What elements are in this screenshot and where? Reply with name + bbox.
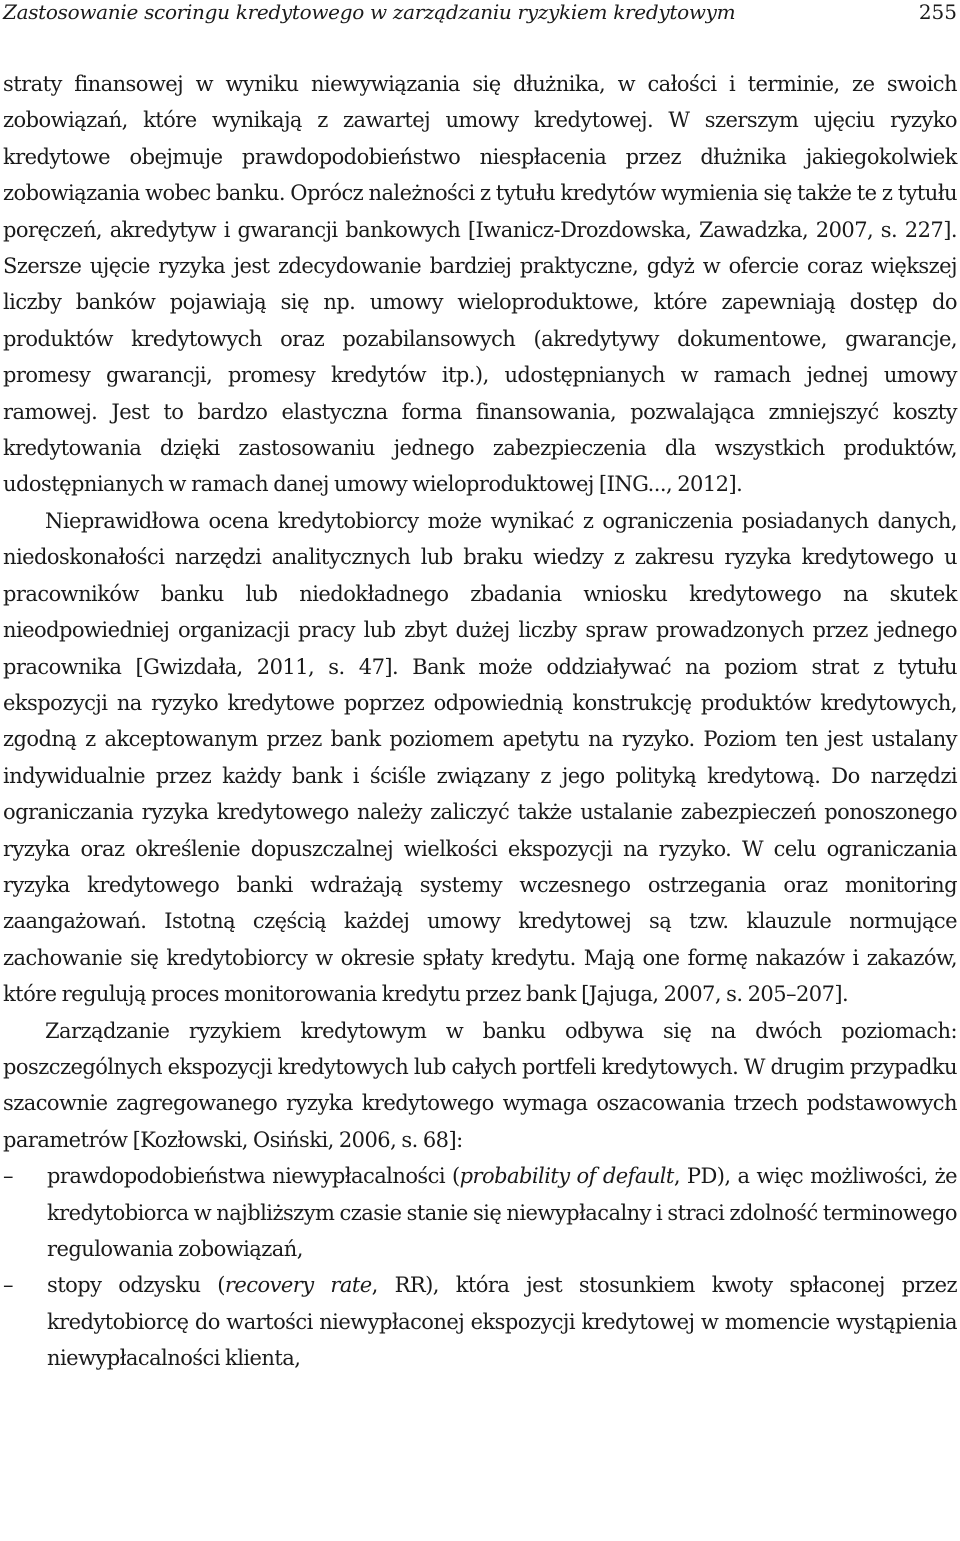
running-head — [3, 0, 957, 30]
parameter-list — [3, 1158, 957, 1376]
list-item-rr — [3, 1267, 957, 1376]
running-title: Zastosowanie scoringu kredytowego w zarządzaniu ryzykiem kredytowym — [3, 0, 736, 24]
list-dash: – — [3, 1273, 13, 1298]
body-text — [3, 66, 957, 1377]
list-item-text: stopy odzysku ( — [47, 1273, 225, 1298]
list-dash: – — [3, 1164, 13, 1189]
paragraph-credit-assessment: Nieprawidłowa ocena kredytobiorcy może wynikać z ograniczenia posiadanych danych, niedoskonałości narzędzi analitycznych lub braku wiedzy z zakresu ryzyka kredytowego u pracowników banku lub niedokładnego zbadania wniosku kredytowego na skutek nieodpowiedniej organizacji pracy lub zbyt dużej liczby spraw prowadzonych przez jednego pracownika [Gwizdała, 2011, s. 47]. Bank może oddziaływać na poziom strat z tytułu ekspozycji na ryzyko kredytowe poprzez odpowiednią konstrukcję produktów kredytowych, zgodną z akceptowanym przez bank poziomem apetytu na ryzyko. Poziom ten jest ustalany indywidualnie przez każdy bank i ściśle związany z jego polityką kredytową. Do narzędzi ograniczania ryzyka kredytowego należy zaliczyć także ustalanie zabezpieczeń ponoszonego ryzyka oraz określenie dopuszczalnej wielkości ekspozycji na ryzyko. W celu ograniczania ryzyka kredytowego banki wdrażają systemy wczesnego ostrzegania oraz monitoring zaangażowań. Istotną częścią każdej umowy kredytowej są tzw. klauzule normujące zachowanie się kredytobiorcy w okresie spłaty kredytu. Mają one formę nakazów i zakazów, które regulują proces monitorowania kredytu przez bank [Jajuga, 2007, s. 205–207]. — [3, 508, 957, 1007]
list-item-text: , PD), a więc możliwości, że kredytobiorca w najbliższym czasie stanie się niewypłacalny i straci zdolność terminowego regulowania zobowiązań, — [47, 1164, 958, 1261]
list-item-text: prawdopodobieństwa niewypłacalności ( — [47, 1164, 460, 1189]
paragraph-risk-management-levels: Zarządzanie ryzykiem kredytowym w banku odbywa się na dwóch poziomach: poszczególnych ekspozycji kredytowych lub całych portfeli kredytowych. W drugim przypadku szacownie zagregowanego ryzyka kredytowego wymaga oszacowania trzech podstawowych parametrów [Kozłowski, Osiński, 2006, s. 68]: — [3, 1018, 957, 1152]
paragraph-continuation: straty finansowej w wyniku niewywiązania się dłużnika, w całości i terminie, ze swoich zobowiązań, które wynikają z zawartej umowy kredytowej. W szerszym ujęciu ryzyko kredytowe obejmuje prawdopodobieństwo niespłacenia przez dłużnika jakiegokolwiek zobowiązania wobec banku. Oprócz należności z tytułu kredytów wymienia się także te z tytułu poręczeń, akredytyw i gwarancji bankowych [Iwanicz-Drozdowska, Zawadzka, 2007, s. 227]. Szersze ujęcie ryzyka jest zdecydowanie bardziej praktyczne, gdyż w ofercie coraz większej liczby banków pojawiają się np. umowy wieloproduktowe, które zapewniają dostęp do produktów kredytowych oraz pozabilansowych (akredytywy dokumentowe, gwarancje, promesy gwarancji, promesy kredytów itp.), udostępnianych w ramach jednej umowy ramowej. Jest to bardzo elastyczna forma finansowania, pozwalająca zmniejszyć koszty kredytowania dzięki zastosowaniu jednego zabezpieczenia dla wszystkich produktów, udostępnianych w ramach danej umowy wieloproduktowej [ING..., 2012]. — [3, 72, 957, 497]
list-item-pd — [3, 1158, 957, 1267]
list-item-text: , RR), która jest stosunkiem kwoty spłaconej przez kredytobiorcę do wartości niewypłaconej ekspozycji kredytowej w momencie wystąpienia niewypłacalności klienta, — [47, 1273, 958, 1371]
page-number: 255 — [918, 0, 957, 24]
list-item-term: probability of default — [459, 1164, 674, 1189]
list-item-term: recovery rate — [224, 1273, 372, 1298]
